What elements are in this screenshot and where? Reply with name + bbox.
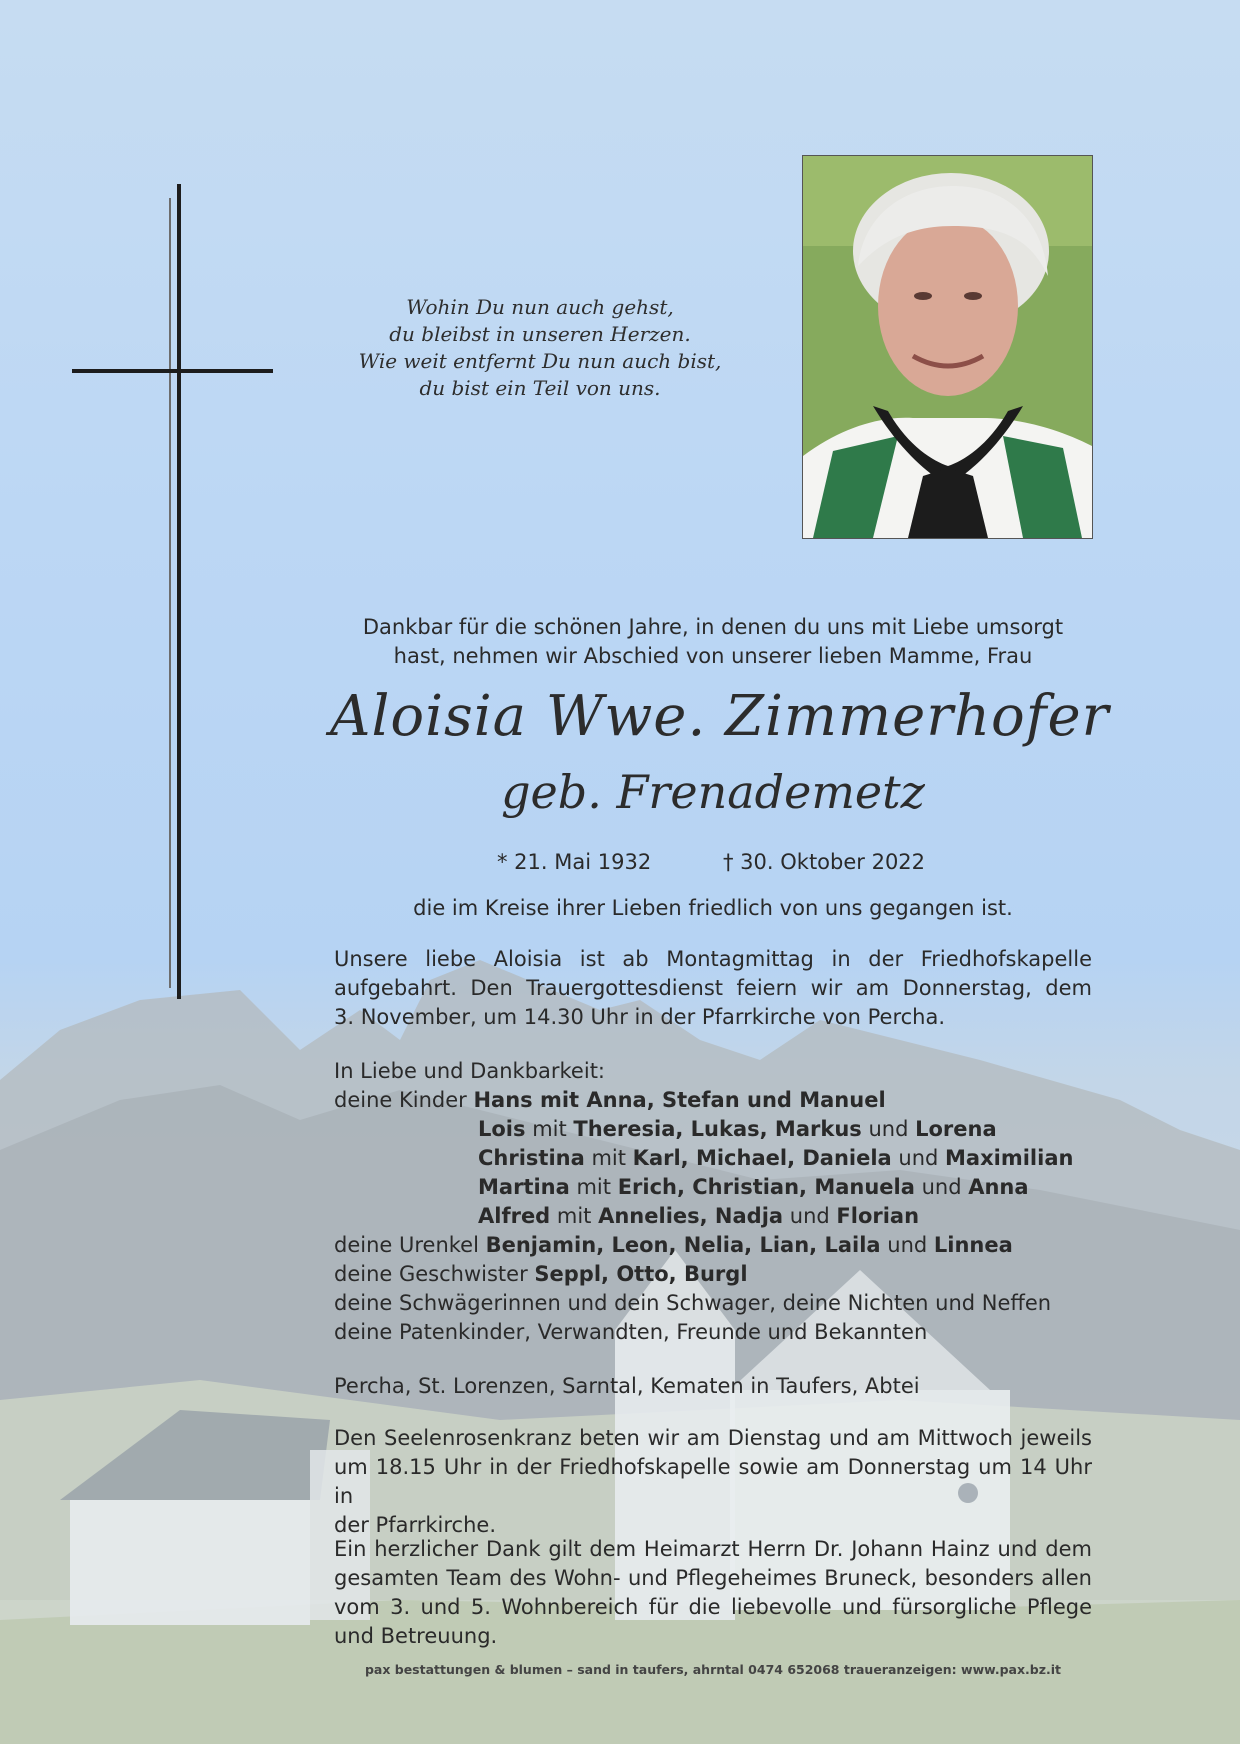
rosary-line: um 18.15 Uhr in der Friedhofskapelle sowie am Donnerstag um 14 Uhr in [334, 1455, 1092, 1508]
rosary-line: Den Seelenrosenkranz beten wir am Dienstag und am Mittwoch jeweils [334, 1426, 1092, 1450]
poem-line: du bleibst in unseren Herzen. [389, 322, 691, 346]
rosary-paragraph [334, 1424, 1092, 1540]
deceased-name: Aloisia Wwe. Zimmerhofer [330, 684, 1110, 749]
cross-shadow-bar [169, 198, 171, 988]
places-line: Percha, St. Lorenzen, Sarntal, Kematen in Taufers, Abtei [334, 1374, 920, 1398]
rosary-line: der Pfarrkirche. [334, 1513, 497, 1537]
footer-imprint: pax bestattungen & blumen – sand in taufers, ahrntal 0474 652068 traueranzeigen: www.pax.bz.it [364, 1662, 1062, 1677]
children-line: Christina mit Karl, Michael, Daniela und Maximilian [478, 1146, 1074, 1170]
children-line: Martina mit Erich, Christian, Manuela und Anna [478, 1175, 1029, 1199]
thanks-line: Ein herzlicher Dank gilt dem Heimarzt Herrn Dr. Johann Hainz und dem [334, 1537, 1092, 1561]
funeral-line: aufgebahrt. Den Trauergottesdienst feiern wir am Donnerstag, dem [334, 976, 1092, 1000]
inlaws-line: deine Schwägerinnen und dein Schwager, deine Nichten und Neffen [334, 1291, 1052, 1315]
thanks-line: gesamten Team des Wohn- und Pflegeheimes Bruneck, besonders allen [334, 1566, 1092, 1590]
poem [330, 294, 750, 402]
great-grandchildren-line: deine Urenkel Benjamin, Leon, Nelia, Lian, Laila und Linnea [334, 1233, 1013, 1257]
cross-vertical-bar [177, 184, 181, 999]
siblings-line: deine Geschwister Seppl, Otto, Burgl [334, 1262, 748, 1286]
poem-line: Wie weit entfernt Du nun auch bist, [358, 349, 722, 373]
thanks-paragraph [334, 1535, 1092, 1651]
funeral-line: 3. November, um 14.30 Uhr in der Pfarrkirche von Percha. [334, 1005, 946, 1029]
intro-text [330, 613, 1096, 671]
children-line: Lois mit Theresia, Lukas, Markus und Lorena [478, 1117, 997, 1141]
birth-date: * 21. Mai 1932 [497, 850, 652, 874]
thanks-line: vom 3. und 5. Wohnbereich für die liebevolle und fürsorgliche Pflege [334, 1595, 1092, 1619]
intro-line: hast, nehmen wir Abschied von unserer lieben Mamme, Frau [393, 644, 1033, 668]
funeral-paragraph [334, 945, 1092, 1032]
passed-away-text: die im Kreise ihrer Lieben friedlich von uns gegangen ist. [413, 896, 1013, 920]
poem-line: du bist ein Teil von uns. [419, 376, 661, 400]
children-line: Alfred mit Annelies, Nadja und Florian [478, 1204, 920, 1228]
intro-line: Dankbar für die schönen Jahre, in denen du uns mit Liebe umsorgt [362, 615, 1064, 639]
maiden-name: geb. Frenademetz [501, 765, 925, 819]
funeral-line: Unsere liebe Aloisia ist ab Montagmittag in der Friedhofskapelle [334, 947, 1092, 971]
children-line: deine Kinder Hans mit Anna, Stefan und Manuel [334, 1088, 886, 1112]
cross-horizontal-bar [72, 369, 273, 373]
poem-line: Wohin Du nun auch gehst, [406, 295, 674, 319]
thanks-line: und Betreuung. [334, 1624, 498, 1648]
family-list [334, 1057, 1092, 1347]
portrait-photo [802, 155, 1093, 539]
relatives-line: deine Patenkinder, Verwandten, Freunde und Bekannten [334, 1320, 928, 1344]
family-intro: In Liebe und Dankbarkeit: [334, 1059, 606, 1083]
death-date: † 30. Oktober 2022 [723, 850, 926, 874]
